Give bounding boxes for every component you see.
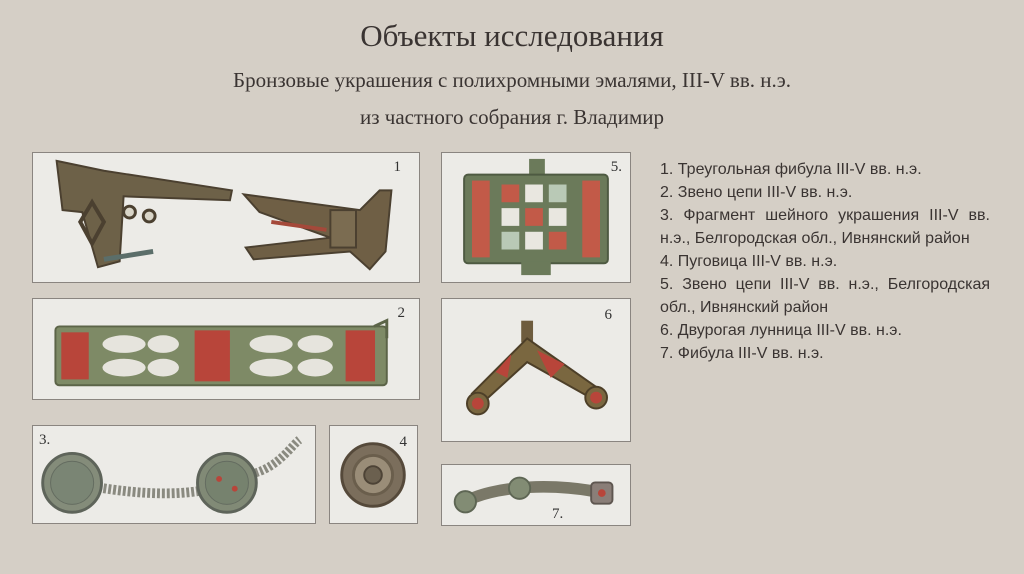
chain-link-5-image [442,153,630,282]
photo-2-number: 2 [397,305,405,321]
legend-item-5: 5. Звено цепи III-V вв. н.э., Белгородская обл., Ивнянский район [660,276,990,316]
photo-6-number: 6 [604,307,612,323]
photo-7-number: 7. [552,506,564,522]
chain-link-image [33,299,419,399]
triangular-fibula-image [33,153,419,282]
legend-list [660,158,990,365]
legend-item-6: 6. Двурогая лунница III-V вв. н.э. [660,322,902,339]
legend-item-1: 1. Треугольная фибула III-V вв. н.э. [660,161,922,178]
photo-6-lunula [441,298,631,442]
photo-2-chain-link [32,298,420,400]
legend-item-2: 2. Звено цепи III-V вв. н.э. [660,184,853,201]
legend-item-4: 4. Пуговица III-V вв. н.э. [660,253,838,270]
photo-5-chain-link [441,152,631,283]
neck-ornament-image [33,426,315,523]
photo-1-triangular-fibula [32,152,420,283]
page-title: Объекты исследования [360,18,664,53]
subtitle-line-1: Бронзовые украшения с полихромными эмалями, III-V вв. н.э. [233,68,791,92]
fibula-7-image [442,465,630,525]
photo-1-number: 1 [393,159,401,175]
lunula-image [442,299,630,441]
photo-3-number: 3. [39,432,51,448]
legend-item-7: 7. Фибула III-V вв. н.э. [660,345,824,362]
legend-item-3: 3. Фрагмент шейного украшения III-V вв. н.э., Белгородская обл., Ивнянский район [660,207,990,247]
photo-3-neck-ornament [32,425,316,524]
photo-7-fibula [441,464,631,526]
subtitle-line-2: из частного собрания г. Владимир [360,105,664,129]
photo-4-button [329,425,418,524]
photo-4-number: 4 [399,434,407,450]
photo-5-number: 5. [610,159,622,175]
